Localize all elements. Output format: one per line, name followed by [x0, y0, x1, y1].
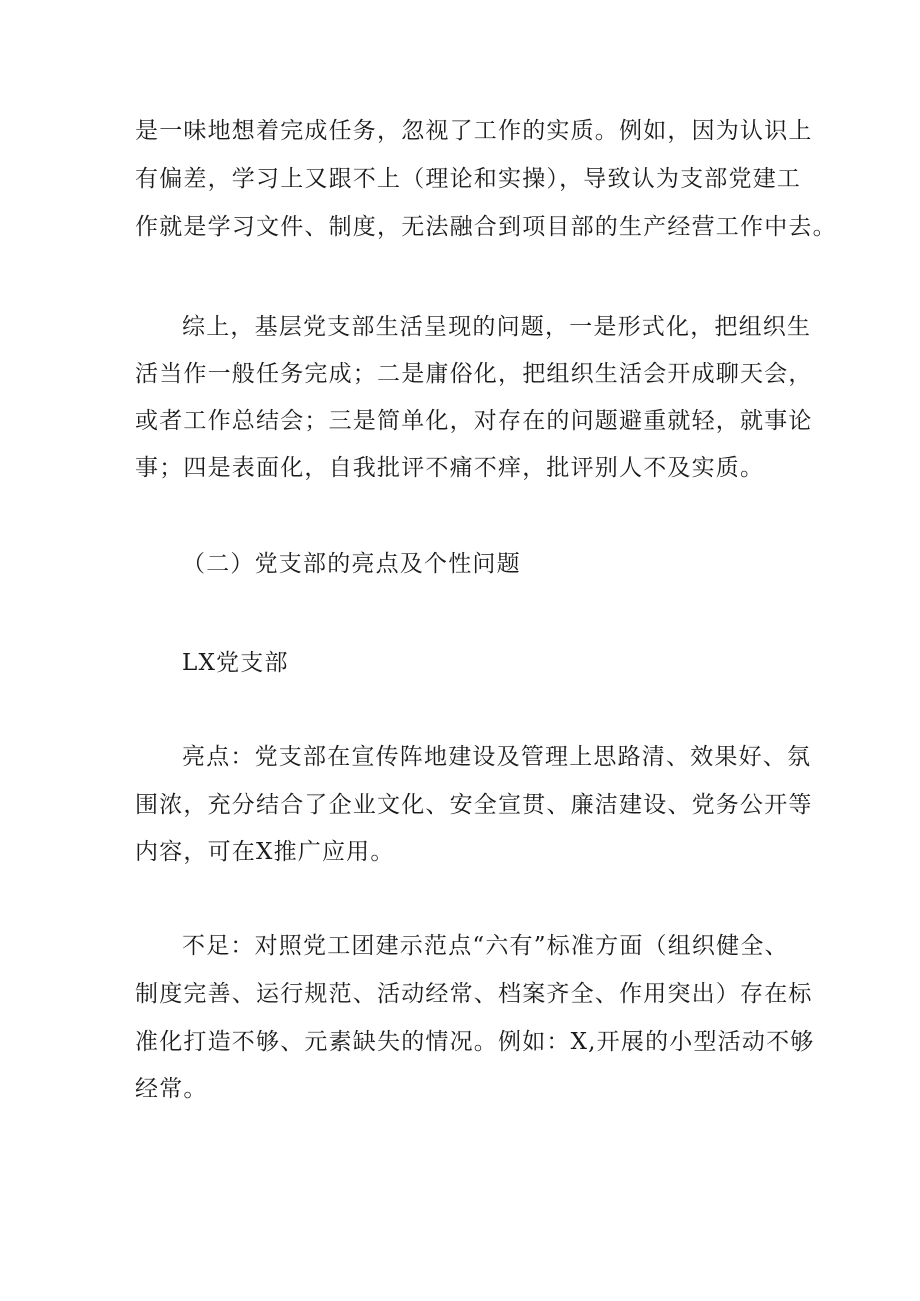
- text-line: 事；四是表面化，自我批评不痛不痒，批评别人不及实质。: [135, 455, 765, 481]
- text-line: 围浓，充分结合了企业文化、安全宣贯、廉洁建设、党务公开等: [135, 792, 813, 818]
- text-line: 亮点：党支部在宣传阵地建设及管理上思路清、效果好、氛: [182, 744, 812, 770]
- text-line: 不足：对照党工团建示范点“六有”标准方面（组织健全、: [182, 933, 789, 959]
- text-line: 准化打造不够、元素缺失的情况。例如：X,开展的小型活动不够: [135, 1029, 815, 1055]
- text-line: 作就是学习文件、制度，无法融合到项目部的生产经营工作中去。: [135, 214, 837, 240]
- section-heading: （二）党支部的亮点及个性问题: [182, 551, 521, 577]
- text-line: 内容，可在X推广应用。: [135, 839, 395, 865]
- text-line: 或者工作总结会；三是简单化，对存在的问题避重就轻，就事论: [135, 408, 813, 434]
- text-line: 经常。: [135, 1076, 208, 1102]
- text-line: 综上，基层党支部生活呈现的问题，一是形式化，把组织生: [182, 314, 812, 340]
- text-line: 是一味地想着完成任务，忽视了工作的实质。例如，因为认识上: [135, 118, 813, 144]
- text-line: 活当作一般任务完成；二是庸俗化，把组织生活会开成聊天会，: [135, 361, 813, 387]
- text-line: 制度完善、运行规范、活动经常、档案齐全、作用突出）存在标: [135, 981, 813, 1007]
- text-line: 有偏差，学习上又跟不上（理论和实操），导致认为支部党建工: [135, 166, 802, 192]
- branch-name: LX党支部: [182, 650, 289, 676]
